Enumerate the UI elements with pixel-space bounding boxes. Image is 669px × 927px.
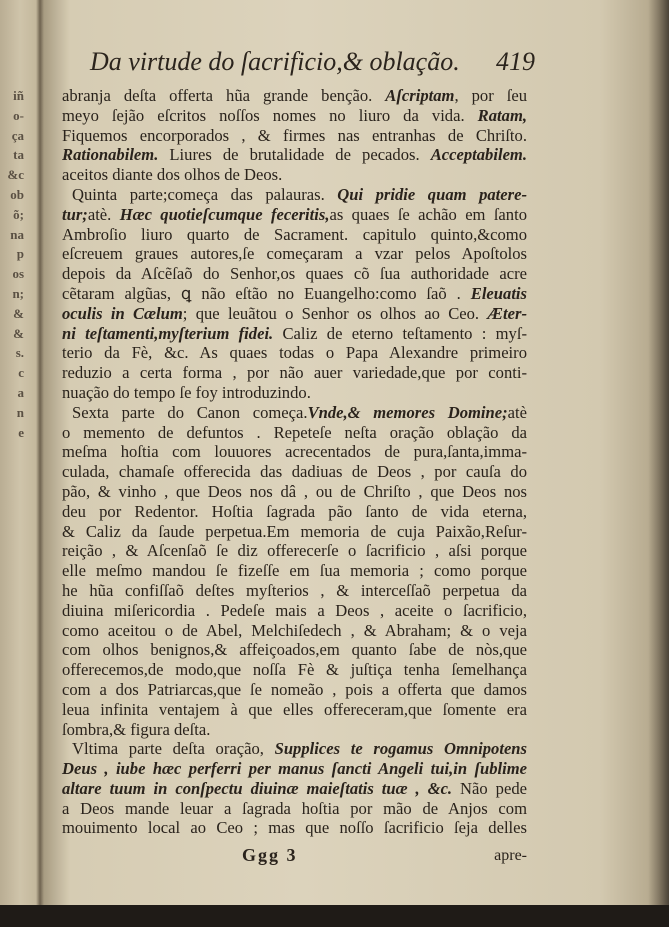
text-segment: as quaes ſe achão em ſanto bbox=[329, 204, 527, 224]
text-segment: Fiquemos encorporados , & firmes nas entranhas de Chriſto. bbox=[62, 125, 527, 145]
text-line bbox=[62, 126, 527, 146]
text-segment: abranja deſta offerta hũa grande benção. bbox=[62, 86, 386, 105]
latin-quotation: Supplices te rogamus Omnipotens bbox=[274, 739, 527, 759]
text-segment: o memento de defuntos . Repeteſe neſta oração oblação da bbox=[62, 422, 527, 442]
facing-page-fragment: o- bbox=[13, 107, 24, 123]
text-line bbox=[62, 621, 527, 641]
text-segment: atè bbox=[507, 402, 527, 422]
text-line bbox=[62, 502, 527, 522]
facing-page-fragment: n; bbox=[12, 285, 24, 301]
text-line bbox=[62, 145, 527, 165]
text-segment: depois da Aſcẽſaõ do Senhor,os quaes cõ ſua authoridade acre bbox=[62, 264, 527, 284]
text-line bbox=[62, 640, 527, 660]
latin-quotation: Aſcriptam bbox=[385, 86, 455, 105]
text-segment: Quinta parte;começa das palauras. bbox=[72, 184, 338, 204]
text-line bbox=[62, 185, 527, 205]
text-segment: meyo ſejão eſcritos noſſos nomes no liuro da vida. bbox=[62, 105, 478, 125]
facing-page-fragment: na bbox=[10, 226, 24, 242]
latin-quotation: Hæc quotieſcumque feceritis, bbox=[119, 204, 330, 224]
text-segment: eſcreuem graues autores,ſe começaram a vzar pelos Apoſtolos bbox=[62, 244, 527, 264]
text-line bbox=[62, 284, 527, 304]
facing-page-fragment: e bbox=[18, 424, 24, 440]
text-segment: Ambroſio liuro quarto de Sacrament. capitulo quinto,&como bbox=[62, 224, 527, 244]
text-line bbox=[62, 561, 527, 581]
text-segment: ; que leuãtou o Senhor os olhos ao Ceo. bbox=[182, 303, 488, 323]
text-segment: Sexta parte do Canon começa. bbox=[72, 402, 308, 422]
text-segment: diuina miſericordia . Pedeſe mais a Deos , aceite o ſacrificio, bbox=[62, 600, 527, 620]
text-line bbox=[62, 581, 527, 601]
text-segment: Vltima parte deſta oração, bbox=[72, 739, 275, 759]
signature-mark: Ggg 3 bbox=[242, 845, 298, 865]
text-line bbox=[62, 403, 527, 423]
text-segment: he hũa confiſſaõ deſtes myſterios , & interceſſaõ perpetua da bbox=[62, 580, 527, 600]
text-segment: como aceitou o de Abel, Melchiſedech , & Abraham; & o veja bbox=[62, 620, 527, 640]
running-title: Da virtude do ſacrificio,& oblação. bbox=[90, 47, 460, 76]
text-segment: offerecemos,de modo,que noſſa Fè & juſtiça tenha ſemelhança bbox=[62, 660, 527, 680]
text-segment: com olhos benignos,& affeiçoados,em quanto ſabe de nòs,que bbox=[62, 640, 527, 660]
facing-page-fragment: ob bbox=[10, 186, 24, 202]
text-line bbox=[62, 799, 527, 819]
text-segment: Caliz de eterno teſtamento : myſ- bbox=[273, 323, 527, 343]
latin-quotation: Acceptabilem. bbox=[430, 145, 527, 165]
latin-quotation: Æter- bbox=[487, 303, 527, 323]
text-line bbox=[62, 660, 527, 680]
text-line bbox=[62, 324, 527, 344]
facing-page-fragment: iñ bbox=[13, 88, 24, 103]
latin-quotation: Vnde,& memores Domine; bbox=[307, 402, 508, 422]
text-line bbox=[62, 106, 527, 126]
facing-page-fragment: & bbox=[13, 305, 24, 321]
text-segment: mouimento local ao Ceo ; mas que noſſo ſacrificio ſeja delles bbox=[62, 818, 527, 838]
text-line bbox=[62, 779, 527, 799]
text-segment: pão, & vinho , que Deos nos dâ , ou de Chriſto , que Deos nos bbox=[62, 481, 527, 501]
catchword: apre- bbox=[494, 847, 527, 864]
text-segment: reição , & Aſcenſaõ ſe diz offerecerſe o ſacrificio , aſsi porque bbox=[62, 541, 527, 561]
latin-quotation: Ratam, bbox=[477, 105, 527, 125]
facing-page-margin bbox=[0, 86, 24, 442]
facing-page-fragment: & bbox=[13, 325, 24, 341]
text-line bbox=[62, 700, 527, 720]
text-line bbox=[62, 818, 527, 838]
text-segment: Liures de brutalidade de pecados. bbox=[158, 145, 431, 165]
text-segment: elle meſmo mandou ſe fizeſſe em ſua memoria ; como porque bbox=[62, 561, 527, 581]
facing-page-fragment: n bbox=[16, 404, 24, 420]
text-segment: nuação do tempo ſe foy introduzindo. bbox=[62, 382, 311, 402]
text-line bbox=[62, 264, 527, 284]
text-line bbox=[62, 541, 527, 561]
text-segment: ſombra,& figura deſta. bbox=[62, 719, 211, 739]
text-line bbox=[62, 442, 527, 462]
latin-quotation: ni teſtamenti,myſterium fidei. bbox=[62, 323, 274, 343]
text-segment: Não pede bbox=[452, 778, 527, 798]
text-segment: culada, chamaſe offerecida das dadiuas de Deos , por cauſa do bbox=[62, 462, 527, 482]
latin-quotation: Deus , iube hæc perferri per manus ſancti Angeli tui,in ſublime bbox=[62, 759, 527, 779]
text-line bbox=[62, 383, 527, 403]
text-line bbox=[62, 759, 527, 779]
latin-quotation: tur; bbox=[62, 204, 88, 224]
text-line bbox=[62, 423, 527, 443]
text-line bbox=[62, 739, 527, 759]
latin-quotation: Rationabilem. bbox=[62, 145, 159, 165]
text-line bbox=[62, 225, 527, 245]
scan-background-edge bbox=[0, 905, 669, 927]
latin-quotation: oculis in Cælum bbox=[62, 303, 183, 323]
page-footer bbox=[62, 845, 527, 869]
text-segment: aceitos diante dos olhos de Deos. bbox=[62, 165, 283, 185]
text-segment: reduzio a certa forma , por não auer variedade,que por conti- bbox=[62, 363, 527, 383]
text-segment: a Deos mande leuar a ſagrada hoſtia por mão de Anjos com bbox=[62, 798, 527, 818]
text-line bbox=[62, 86, 527, 106]
text-segment: & Caliz da ſaude perpetua.Em memoria de cuja Paixão,Reſur- bbox=[62, 521, 527, 541]
text-line bbox=[62, 205, 527, 225]
text-line bbox=[62, 601, 527, 621]
text-line bbox=[62, 304, 527, 324]
text-segment: meſma hoſtia com louuores acrecentados de pura,ſanta,imma- bbox=[62, 442, 527, 462]
text-line bbox=[62, 482, 527, 502]
page-body-text bbox=[62, 86, 527, 838]
facing-page-fragment: õ; bbox=[13, 206, 24, 222]
facing-page-fragment: a bbox=[17, 384, 24, 400]
text-line bbox=[62, 165, 527, 185]
text-line bbox=[62, 462, 527, 482]
text-line bbox=[62, 522, 527, 542]
facing-page-fragment: ta bbox=[13, 147, 24, 163]
latin-quotation: Eleuatis bbox=[470, 283, 527, 303]
text-segment: atè. bbox=[87, 204, 120, 224]
text-line bbox=[62, 720, 527, 740]
page-number: 419 bbox=[496, 47, 535, 76]
text-line bbox=[62, 363, 527, 383]
text-line bbox=[62, 680, 527, 700]
text-segment: cẽtaram algũas, ꝗ não eſtão no Euangelho:como ſaõ . bbox=[62, 283, 471, 303]
facing-page-fragment: os bbox=[12, 266, 24, 282]
facing-page-fragment: c bbox=[18, 365, 24, 381]
text-segment: deu por Redentor. Hoſtia ſagrada pão ſanto de vida eterna, bbox=[62, 501, 527, 521]
facing-page-fragment: &c bbox=[7, 167, 24, 183]
latin-quotation: Qui pridie quam patere- bbox=[337, 184, 527, 204]
text-line bbox=[62, 244, 527, 264]
facing-page-fragment: s. bbox=[15, 345, 24, 361]
text-segment: leua infinita ventajem à que elles offereceram,que ſomente era bbox=[62, 699, 527, 719]
facing-page-fragment: ça bbox=[11, 127, 24, 143]
facing-page-fragment: p bbox=[16, 246, 24, 262]
text-line bbox=[62, 343, 527, 363]
latin-quotation: altare tuum in conſpectu diuinæ maieſtatis tuæ , &c. bbox=[62, 778, 453, 798]
page-header bbox=[90, 46, 535, 80]
text-segment: terio da Fè, &c. As quaes todas o Papa Alexandre primeiro bbox=[62, 343, 527, 363]
text-segment: , por ſeu bbox=[454, 86, 527, 105]
text-segment: com a dos Patriarcas,que ſe nomeão , pois a offerta que damos bbox=[62, 679, 527, 699]
